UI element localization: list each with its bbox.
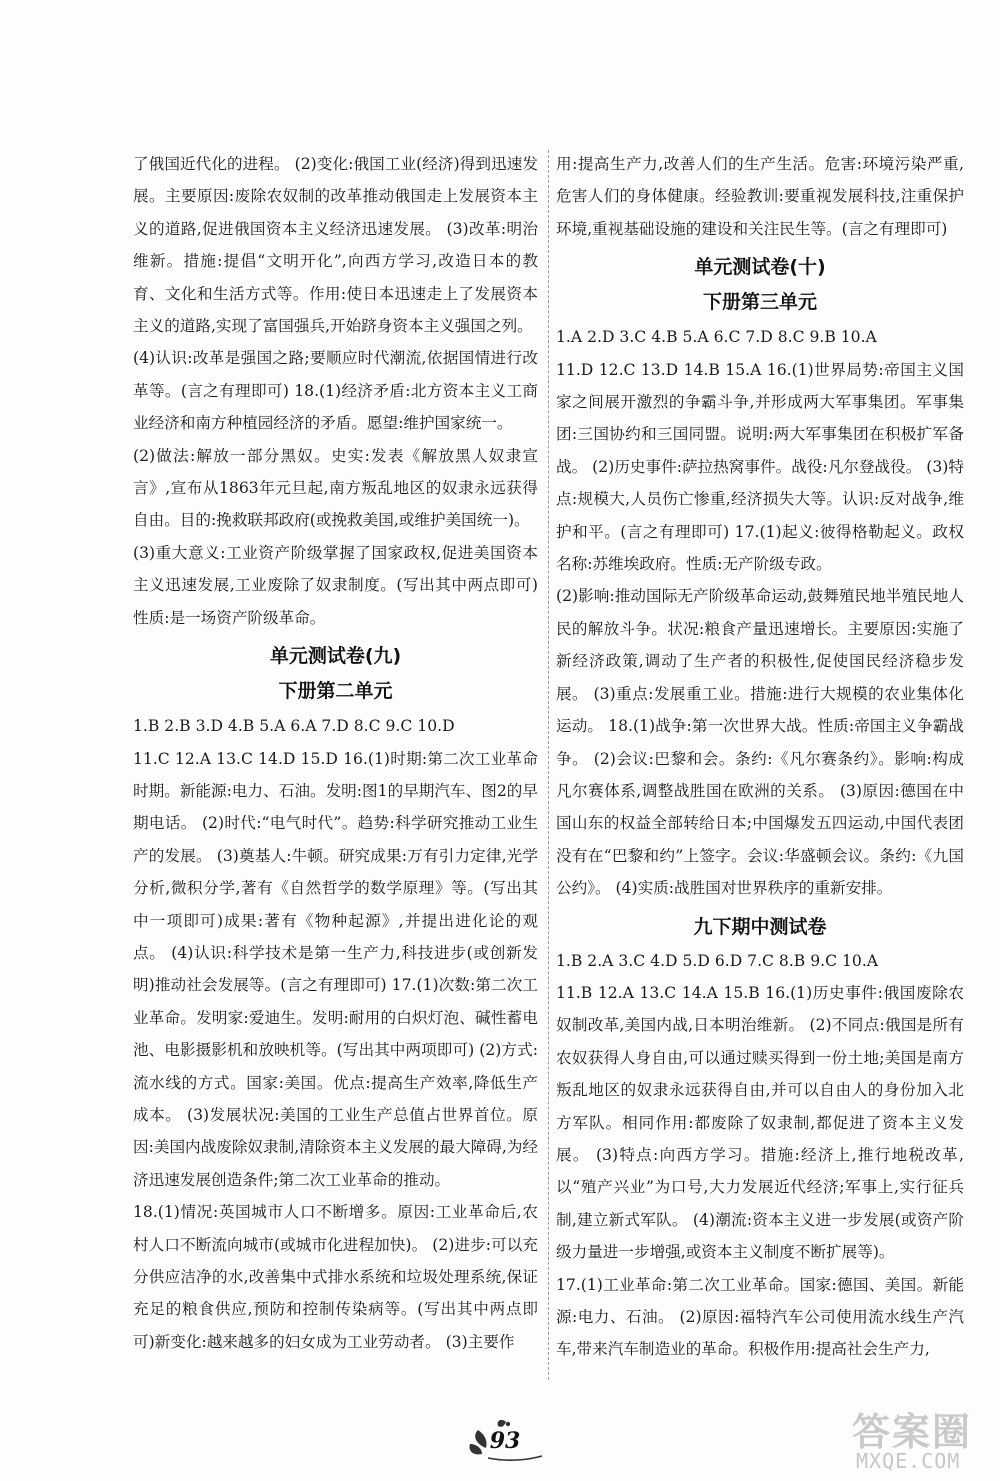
answer-row: 1.B 2.B 3.D 4.B 5.A 6.A 7.D 8.C 9.C 10.D: [133, 717, 455, 736]
paragraph: 11.D 12.C 13.D 14.B 15.A 16.(1)世界局势:帝国主义国家之间展开激烈的争霸斗争,并形成两大军事集团。军事集团:三国协约和三国同盟。说明:两大军事集团在积极扩军备战。 (2)历史事件:萨拉热窝事件。战役:凡尔登战役。 (3)特点:规模大,人员伤亡惨重,经济损失大等。认识:反对战争,维护和平。(言之有理即可) 17.(1)起义:彼得格勒起义。政权名称:苏维埃政府。性质:无产阶级专政。: [556, 360, 964, 574]
paragraph: 17.(1)工业革命:第二次工业革命。国家:德国、美国。新能源:电力、石油。 (2)原因:福特汽车公司使用流水线生产汽车,带来汽车制造业的革命。积极作用:提高社会生产力,: [556, 1275, 964, 1359]
section-title: 单元测试卷(九): [269, 645, 402, 668]
paragraph: 用:提高生产力,改善人们的生产生活。危害:环境污染严重,危害人们的身体健康。经验教训:要重视发展科技,注重保护环境,重视基础设施的建设和关注民生等。(言之有理即可): [556, 155, 964, 238]
paragraph: (4)认识:改革是强国之路;要顺应时代潮流,依据国情进行改革等。(言之有理即可) 18.(1)经济矛盾:北方资本主义工商业经济和南方种植园经济的矛盾。愿望:维护国家统一。: [133, 349, 538, 433]
watermark-url: MXQE.COM: [856, 1449, 961, 1473]
paragraph: 了俄国近代化的进程。 (2)变化:俄国工业(经济)得到迅速发展。主要原因:废除农奴制的改革推动俄国走上发展资本主义的道路,促进俄国资本主义经济迅速发展。 (3)改革:明治维新。措施:提倡“文明开化”,向西方学习,改造日本的教育、文化和生活方式等。作用:使日本迅速走上了发展资本主义的道路,实现了富国强兵,开始跻身资本主义强国之列。: [133, 155, 538, 336]
page-number: 93: [489, 1428, 521, 1454]
right-column: [556, 148, 964, 1366]
answer-row: 1.B 2.A 3.C 4.D 5.D 6.D 7.C 8.B 9.C 10.A: [556, 951, 879, 970]
paragraph: (2)做法:解放一部分黑奴。史实:发表《解放黑人奴隶宣言》,宣布从1863年元旦起,南方叛乱地区的奴隶永远获得自由。目的:挽救联邦政府(或挽救美国,或维护美国统一)。: [133, 446, 538, 530]
paragraph: 11.C 12.A 13.C 14.D 15.D 16.(1)时期:第二次工业革命时期。新能源:电力、石油。发明:图1的早期汽车、图2的早期电话。 (2)时代:“电气时代”。趋势:科学研究推动工业生产的发展。 (3)奠基人:牛顿。研究成果:万有引力定律,光学分析,微积分学,著有《自然哲学的数学原理》等。(写出其中一项即可)成果:著有《物种起源》,并提出进化论的观点。 (4)认识:科学技术是第一生产力,科技进步(或创新发明)推动社会发展等。(言之有理即可) 17.(1)次数:第二次工业革命。发明家:爱迪生。发明:耐用的白炽灯泡、碱性蓄电池、电影摄影机和放映机等。(写出其中两项即可) (2)方式:流水线的方式。国家:美国。优点:提高生产效率,降低生产成本。 (3)发展状况:美国的工业生产总值占世界首位。原因:美国内战废除奴隶制,清除资本主义发展的最大障碍,为经济迅速发展创造条件;第二次工业革命的推动。: [133, 749, 539, 1189]
section-subtitle: 下册第二单元: [278, 680, 393, 703]
answer-row: 1.A 2.D 3.C 4.B 5.A 6.C 7.D 8.C 9.B 10.A: [556, 328, 877, 347]
section-title: 单元测试卷(十): [694, 256, 826, 279]
section-title: 九下期中测试卷: [693, 915, 827, 938]
paragraph: 18.(1)情况:英国城市人口不断增多。原因:工业革命后,农村人口不断流向城市(或城市化进程加快)。 (2)进步:可以充分供应洁净的水,改善集中式排水系统和垃圾处理系统,保证充足的粮食供应,预防和控制传染病等。(写出其中两点即可)新变化:越来越多的妇女成为工业劳动者。 (3)主要作: [133, 1203, 538, 1351]
watermark-text: 答案圈: [852, 1410, 973, 1454]
watermark-logo: [842, 1405, 992, 1477]
paragraph: (2)影响:推动国际无产阶级革命运动,鼓舞殖民地半殖民地人民的解放斗争。状况:粮食产量迅速增长。主要原因:实施了新经济政策,调动了生产者的积极性,促使国民经济稳步发展。 (3)重点:发展重工业。措施:进行大规模的农业集体化运动。 18.(1)战争:第一次世界大战。性质:帝国主义争霸战争。 (2)会议:巴黎和会。条约:《凡尔赛条约》。影响:构成凡尔赛体系,调整战胜国在欧洲的关系。 (3)原因:德国在中国山东的权益全部转给日本;中国爆发五四运动,中国代表团没有在“巴黎和约”上签字。会议:华盛顿会议。条约:《九国公约》。 (4)实质:战胜国对世界秩序的重新安排。: [556, 587, 964, 898]
section-subtitle: 下册第三单元: [702, 291, 817, 314]
column-divider: [548, 150, 549, 1380]
paragraph: (3)重大意义:工业资产阶级掌握了国家政权,促进美国资本主义迅速发展,工业废除了奴隶制度。(写出其中两点即可)性质:是一场资产阶级革命。: [133, 543, 538, 627]
paragraph: 11.B 12.A 13.C 14.A 15.B 16.(1)历史事件:俄国废除农奴制改革,美国内战,日本明治维新。 (2)不同点:俄国是所有农奴获得人身自由,可以通过赎买得到一份土地;美国是南方叛乱地区的奴隶永远获得自由,并可以自由人的身份加入北方军队。相同作用:都废除了奴隶制,都促进了资本主义发展。 (3)特点:向西方学习。措施:经济上,推行地税改革,以“殖产兴业”为口号,大力发展近代经济;军事上,实行征兵制,建立新式军队。 (4)潮流:资本主义进一步发展(或资产阶级力量进一步增强,或资本主义制度不断扩展等)。: [556, 983, 964, 1262]
left-column: [133, 148, 538, 1358]
